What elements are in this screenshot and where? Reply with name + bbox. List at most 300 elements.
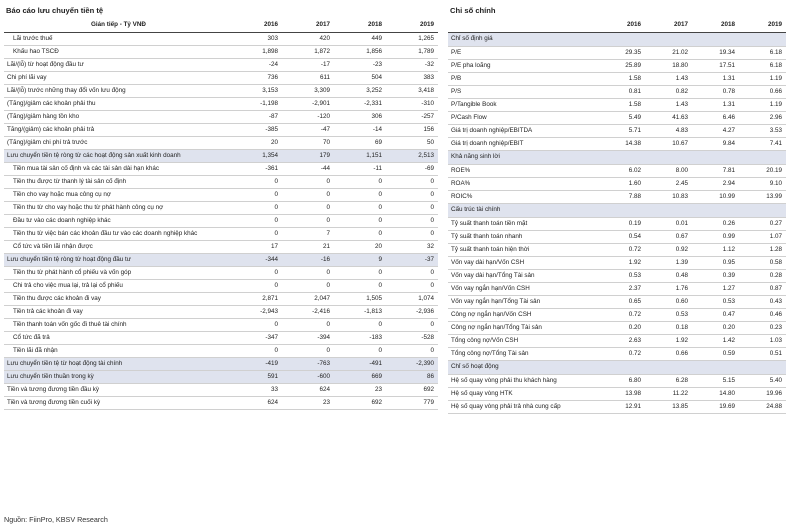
ratios-cell-2018 — [692, 32, 739, 46]
ratios-cell-2017: 1.76 — [645, 282, 692, 295]
ratios-cell-2017: 1.43 — [645, 98, 692, 111]
cashflow-cell-2016: -87 — [230, 110, 282, 123]
cashflow-cell-2017: 1,872 — [282, 45, 334, 58]
cashflow-cell-2017: 3,309 — [282, 84, 334, 97]
ratios-cell-2016: 0.81 — [598, 85, 645, 98]
ratios-cell-2017: 13.85 — [645, 400, 692, 413]
cashflow-cell-2017: 611 — [282, 71, 334, 84]
ratios-cell-2018: 1.42 — [692, 334, 739, 347]
ratios-row-label: P/Tangible Book — [448, 98, 598, 111]
ratios-row — [448, 400, 786, 413]
ratios-cell-2018: 1.31 — [692, 72, 739, 85]
ratios-header-2018: 2018 — [692, 18, 739, 32]
ratios-row — [448, 295, 786, 308]
ratios-cell-2019: 1.07 — [739, 230, 786, 243]
cashflow-cell-2018: -14 — [334, 123, 386, 136]
cashflow-row-label: Chi phí lãi vay — [4, 71, 230, 84]
cashflow-title: Báo cáo lưu chuyển tiền tệ — [6, 6, 104, 15]
ratios-cell-2017: 10.67 — [645, 137, 692, 150]
cashflow-cell-2019: 156 — [386, 123, 438, 136]
ratios-cell-2017 — [645, 32, 692, 46]
cashflow-row-label: Chi trả cho việc mua lại, trả lại cổ phiếu — [4, 279, 230, 292]
ratios-cell-2019: 19.96 — [739, 387, 786, 400]
cashflow-row — [4, 149, 438, 162]
cashflow-row-label: Tiền lãi đã nhận — [4, 344, 230, 357]
cashflow-cell-2019: -69 — [386, 162, 438, 175]
ratios-cell-2018: 5.15 — [692, 374, 739, 387]
ratios-row — [448, 190, 786, 203]
ratios-cell-2016: 0.72 — [598, 308, 645, 321]
ratios-cell-2016 — [598, 360, 645, 374]
ratios-cell-2016: 13.98 — [598, 387, 645, 400]
cashflow-row-label: Cổ tức đã trả — [4, 331, 230, 344]
ratios-section-row — [448, 360, 786, 374]
ratios-row — [448, 217, 786, 230]
ratios-cell-2016: 25.89 — [598, 59, 645, 72]
cashflow-cell-2017: -44 — [282, 162, 334, 175]
cashflow-cell-2019: 0 — [386, 188, 438, 201]
ratios-row-label: Chỉ số định giá — [448, 32, 598, 46]
cashflow-row — [4, 110, 438, 123]
ratios-cell-2018: 1.31 — [692, 98, 739, 111]
cashflow-row — [4, 84, 438, 97]
cashflow-row-label: Khấu hao TSCĐ — [4, 45, 230, 58]
cashflow-row-label: Lưu chuyển tiền tệ ròng từ các hoạt động sản xuất kinh doanh — [4, 149, 230, 162]
ratios-cell-2019: 5.40 — [739, 374, 786, 387]
cashflow-cell-2018: 0 — [334, 279, 386, 292]
cashflow-row — [4, 370, 438, 383]
ratios-row-label: Chỉ số hoạt động — [448, 360, 598, 374]
cashflow-cell-2018: -11 — [334, 162, 386, 175]
ratios-cell-2017 — [645, 203, 692, 217]
cashflow-row-label: Tiền thu từ cho vay hoặc thu từ phát hành công cụ nợ — [4, 201, 230, 214]
cashflow-row — [4, 279, 438, 292]
cashflow-row — [4, 58, 438, 71]
ratios-cell-2017: 0.67 — [645, 230, 692, 243]
cashflow-cell-2018: -1,813 — [334, 305, 386, 318]
cashflow-cell-2018: 0 — [334, 175, 386, 188]
ratios-cell-2018: 0.20 — [692, 321, 739, 334]
ratios-row — [448, 282, 786, 295]
ratios-row — [448, 59, 786, 72]
ratios-cell-2016 — [598, 150, 645, 164]
cashflow-cell-2019: 0 — [386, 266, 438, 279]
cashflow-cell-2019: -37 — [386, 253, 438, 266]
ratios-cell-2019: 7.41 — [739, 137, 786, 150]
cashflow-row-label: Lãi trước thuế — [4, 32, 230, 45]
ratios-cell-2016 — [598, 203, 645, 217]
ratios-cell-2018: 9.84 — [692, 137, 739, 150]
cashflow-row — [4, 383, 438, 396]
cashflow-cell-2018: 20 — [334, 240, 386, 253]
cashflow-cell-2018: 0 — [334, 188, 386, 201]
cashflow-cell-2019: 1,074 — [386, 292, 438, 305]
ratios-cell-2017: 1.39 — [645, 256, 692, 269]
cashflow-cell-2016: -361 — [230, 162, 282, 175]
ratios-cell-2018: 2.94 — [692, 177, 739, 190]
ratios-cell-2017: 2.45 — [645, 177, 692, 190]
cashflow-cell-2018: 1,856 — [334, 45, 386, 58]
ratios-row-label: ROA% — [448, 177, 598, 190]
ratios-cell-2017 — [645, 150, 692, 164]
cashflow-cell-2017: 0 — [282, 279, 334, 292]
cashflow-cell-2018: 0 — [334, 266, 386, 279]
cashflow-cell-2016: 1,898 — [230, 45, 282, 58]
ratios-row — [448, 85, 786, 98]
ratios-cell-2017: 0.01 — [645, 217, 692, 230]
cashflow-cell-2016: 20 — [230, 136, 282, 149]
cashflow-cell-2018: 0 — [334, 227, 386, 240]
cashflow-row — [4, 253, 438, 266]
ratios-cell-2016: 1.92 — [598, 256, 645, 269]
ratios-cell-2019: 0.46 — [739, 308, 786, 321]
ratios-cell-2017: 0.92 — [645, 243, 692, 256]
cashflow-cell-2017: -2,901 — [282, 97, 334, 110]
ratios-cell-2019: 1.19 — [739, 72, 786, 85]
ratios-row — [448, 334, 786, 347]
ratios-cell-2016: 1.60 — [598, 177, 645, 190]
ratios-row-label: Tổng công nợ/Tổng Tài sản — [448, 347, 598, 360]
ratios-cell-2019 — [739, 32, 786, 46]
cashflow-cell-2019: 383 — [386, 71, 438, 84]
ratios-row — [448, 308, 786, 321]
cashflow-cell-2017: 0 — [282, 188, 334, 201]
ratios-row — [448, 269, 786, 282]
ratios-row-label: Vốn vay dài hạn/Tổng Tài sản — [448, 269, 598, 282]
cashflow-row-label: Đầu tư vào các doanh nghiệp khác — [4, 214, 230, 227]
cashflow-row — [4, 331, 438, 344]
ratios-row-label: Công nợ ngắn hạn/Tổng Tài sản — [448, 321, 598, 334]
ratios-cell-2017: 8.00 — [645, 164, 692, 177]
cashflow-cell-2019: 692 — [386, 383, 438, 396]
ratios-cell-2016: 0.72 — [598, 243, 645, 256]
cashflow-cell-2018: 504 — [334, 71, 386, 84]
ratios-cell-2016: 0.54 — [598, 230, 645, 243]
cashflow-cell-2017: 0 — [282, 266, 334, 279]
ratios-row — [448, 387, 786, 400]
cashflow-row — [4, 188, 438, 201]
cashflow-row-label: Tiền thu từ phát hành cổ phiếu và vốn góp — [4, 266, 230, 279]
ratios-cell-2018: 0.47 — [692, 308, 739, 321]
ratios-cell-2016: 6.02 — [598, 164, 645, 177]
cashflow-cell-2019: -310 — [386, 97, 438, 110]
ratios-row-label: P/S — [448, 85, 598, 98]
cashflow-row-label: Lãi/(lỗ) trước những thay đổi vốn lưu động — [4, 84, 230, 97]
ratios-cell-2019: 0.66 — [739, 85, 786, 98]
ratios-cell-2019: 0.27 — [739, 217, 786, 230]
ratios-cell-2016: 2.37 — [598, 282, 645, 295]
ratios-cell-2018: 1.27 — [692, 282, 739, 295]
ratios-cell-2016: 14.38 — [598, 137, 645, 150]
cashflow-cell-2016: 33 — [230, 383, 282, 396]
ratios-section-row — [448, 32, 786, 46]
cashflow-row — [4, 123, 438, 136]
ratios-cell-2017: 0.66 — [645, 347, 692, 360]
cashflow-cell-2017: -17 — [282, 58, 334, 71]
cashflow-row — [4, 396, 438, 409]
ratios-row-label: P/B — [448, 72, 598, 85]
ratios-cell-2019: 9.10 — [739, 177, 786, 190]
ratios-cell-2018: 6.46 — [692, 111, 739, 124]
ratios-row-label: P/Cash Flow — [448, 111, 598, 124]
ratios-cell-2019: 1.03 — [739, 334, 786, 347]
ratios-row — [448, 321, 786, 334]
ratios-cell-2017: 11.22 — [645, 387, 692, 400]
cashflow-cell-2018: -2,331 — [334, 97, 386, 110]
cashflow-cell-2017: -394 — [282, 331, 334, 344]
ratios-row-label: Vốn vay ngắn hạn/Vốn CSH — [448, 282, 598, 295]
cashflow-header-2019: 2019 — [386, 18, 438, 32]
ratios-cell-2016: 5.49 — [598, 111, 645, 124]
ratios-cell-2019: 0.51 — [739, 347, 786, 360]
cashflow-row-label: Tiền cho vay hoặc mua công cụ nợ — [4, 188, 230, 201]
ratios-cell-2016: 1.58 — [598, 98, 645, 111]
ratios-row-label: Giá trị doanh nghiệp/EBITDA — [448, 124, 598, 137]
cashflow-row-label: Cổ tức và tiền lãi nhận được — [4, 240, 230, 253]
cashflow-cell-2016: -2,943 — [230, 305, 282, 318]
ratios-cell-2019: 0.87 — [739, 282, 786, 295]
ratios-cell-2019: 6.18 — [739, 46, 786, 59]
cashflow-row-label: Lãi/(lỗ) từ hoạt động đầu tư — [4, 58, 230, 71]
cashflow-cell-2017: 7 — [282, 227, 334, 240]
ratios-cell-2019: 0.23 — [739, 321, 786, 334]
ratios-title: Chỉ số chính — [450, 6, 496, 15]
ratios-row-label: Giá trị doanh nghiệp/EBIT — [448, 137, 598, 150]
ratios-section-row — [448, 150, 786, 164]
cashflow-cell-2018: -23 — [334, 58, 386, 71]
cashflow-cell-2016: 3,153 — [230, 84, 282, 97]
ratios-cell-2017: 41.63 — [645, 111, 692, 124]
cashflow-row — [4, 97, 438, 110]
cashflow-row-label: Lưu chuyển tiền tệ ròng từ hoạt động đầu tư — [4, 253, 230, 266]
cashflow-cell-2019: 0 — [386, 175, 438, 188]
ratios-row-label: Tỷ suất thanh toán nhanh — [448, 230, 598, 243]
cashflow-cell-2018: 69 — [334, 136, 386, 149]
ratios-cell-2019: 0.58 — [739, 256, 786, 269]
cashflow-cell-2019: 50 — [386, 136, 438, 149]
ratios-cell-2016: 0.72 — [598, 347, 645, 360]
cashflow-cell-2016: 736 — [230, 71, 282, 84]
ratios-cell-2019 — [739, 150, 786, 164]
ratios-row — [448, 46, 786, 59]
ratios-header-label — [448, 18, 598, 32]
ratios-cell-2016: 7.88 — [598, 190, 645, 203]
cashflow-row — [4, 266, 438, 279]
cashflow-cell-2019: 1,265 — [386, 32, 438, 45]
ratios-cell-2017: 18.80 — [645, 59, 692, 72]
ratios-cell-2018: 0.26 — [692, 217, 739, 230]
cashflow-body — [4, 32, 438, 409]
cashflow-cell-2016: 624 — [230, 396, 282, 409]
ratios-row-label: Vốn vay dài hạn/Vốn CSH — [448, 256, 598, 269]
cashflow-cell-2018: 23 — [334, 383, 386, 396]
ratios-row — [448, 177, 786, 190]
cashflow-cell-2019: -2,936 — [386, 305, 438, 318]
cashflow-row — [4, 201, 438, 214]
ratios-row-label: P/E pha loãng — [448, 59, 598, 72]
ratios-cell-2019: 13.99 — [739, 190, 786, 203]
ratios-cell-2018: 19.69 — [692, 400, 739, 413]
cashflow-cell-2016: 0 — [230, 279, 282, 292]
ratios-cell-2016: 0.19 — [598, 217, 645, 230]
cashflow-cell-2016: -24 — [230, 58, 282, 71]
cashflow-cell-2019: 1,789 — [386, 45, 438, 58]
ratios-cell-2017: 0.48 — [645, 269, 692, 282]
ratios-cell-2016: 2.63 — [598, 334, 645, 347]
cashflow-row-label: (Tăng)/giảm hàng tồn kho — [4, 110, 230, 123]
ratios-cell-2016: 12.91 — [598, 400, 645, 413]
ratios-row-label: Hệ số quay vòng HTK — [448, 387, 598, 400]
cashflow-row — [4, 344, 438, 357]
ratios-row — [448, 111, 786, 124]
ratios-cell-2018: 14.80 — [692, 387, 739, 400]
cashflow-cell-2019: -528 — [386, 331, 438, 344]
cashflow-cell-2019: -2,390 — [386, 357, 438, 370]
cashflow-row-label: Tiền thu từ việc bán các khoản đầu tư vào các doanh nghiệp khác — [4, 227, 230, 240]
cashflow-cell-2018: 0 — [334, 201, 386, 214]
ratios-row-label: Tỷ suất thanh toán hiện thời — [448, 243, 598, 256]
ratios-cell-2017: 21.02 — [645, 46, 692, 59]
cashflow-cell-2016: 17 — [230, 240, 282, 253]
cashflow-cell-2017: 23 — [282, 396, 334, 409]
cashflow-cell-2019: 0 — [386, 279, 438, 292]
cashflow-cell-2018: 0 — [334, 318, 386, 331]
ratios-row — [448, 124, 786, 137]
ratios-cell-2016: 0.53 — [598, 269, 645, 282]
cashflow-cell-2019: 779 — [386, 396, 438, 409]
ratios-cell-2019: 20.19 — [739, 164, 786, 177]
cashflow-row-label: Tiền trả các khoản đi vay — [4, 305, 230, 318]
cashflow-cell-2016: 0 — [230, 318, 282, 331]
cashflow-row-label: Tiền thanh toán vốn gốc đi thuê tài chính — [4, 318, 230, 331]
cashflow-cell-2017: -47 — [282, 123, 334, 136]
ratios-cell-2018: 10.99 — [692, 190, 739, 203]
ratios-row-label: Vốn vay ngắn hạn/Tổng Tài sản — [448, 295, 598, 308]
cashflow-cell-2019: -257 — [386, 110, 438, 123]
cashflow-header-2018: 2018 — [334, 18, 386, 32]
cashflow-cell-2016: -347 — [230, 331, 282, 344]
cashflow-cell-2019: 0 — [386, 344, 438, 357]
cashflow-header-label: Gián tiếp - Tỷ VNĐ — [4, 18, 230, 32]
cashflow-table — [4, 18, 438, 410]
cashflow-cell-2016: 591 — [230, 370, 282, 383]
cashflow-header-2017: 2017 — [282, 18, 334, 32]
cashflow-cell-2016: 0 — [230, 188, 282, 201]
cashflow-cell-2018: 0 — [334, 344, 386, 357]
ratios-row-label: ROE% — [448, 164, 598, 177]
cashflow-cell-2019: 2,513 — [386, 149, 438, 162]
cashflow-cell-2016: 2,871 — [230, 292, 282, 305]
ratios-cell-2018 — [692, 150, 739, 164]
cashflow-cell-2017: 0 — [282, 318, 334, 331]
cashflow-cell-2017: -600 — [282, 370, 334, 383]
cashflow-cell-2016: 0 — [230, 344, 282, 357]
cashflow-cell-2016: -1,198 — [230, 97, 282, 110]
ratios-cell-2018 — [692, 203, 739, 217]
cashflow-row-label: Tiền và tương đương tiền cuối kỳ — [4, 396, 230, 409]
cashflow-cell-2016: -419 — [230, 357, 282, 370]
ratios-row-label: Khả năng sinh lời — [448, 150, 598, 164]
cashflow-cell-2017: -2,416 — [282, 305, 334, 318]
cashflow-header-row — [4, 18, 438, 32]
ratios-cell-2016: 6.80 — [598, 374, 645, 387]
cashflow-cell-2017: 2,047 — [282, 292, 334, 305]
ratios-table — [448, 18, 786, 414]
cashflow-header-2016: 2016 — [230, 18, 282, 32]
ratios-row-label: ROIC% — [448, 190, 598, 203]
ratios-row — [448, 230, 786, 243]
ratios-row — [448, 98, 786, 111]
ratios-cell-2017: 0.53 — [645, 308, 692, 321]
cashflow-row-label: (Tăng)/giảm các khoản phải thu — [4, 97, 230, 110]
ratios-cell-2019: 3.53 — [739, 124, 786, 137]
cashflow-row-label: Tăng/(giảm) các khoản phải trả — [4, 123, 230, 136]
cashflow-cell-2016: 0 — [230, 214, 282, 227]
ratios-cell-2016: 1.58 — [598, 72, 645, 85]
cashflow-row-label: Tiền thu được các khoản đi vay — [4, 292, 230, 305]
cashflow-cell-2016: 0 — [230, 175, 282, 188]
ratios-cell-2018: 0.78 — [692, 85, 739, 98]
cashflow-row — [4, 357, 438, 370]
cashflow-row — [4, 162, 438, 175]
cashflow-cell-2017: -16 — [282, 253, 334, 266]
ratios-row-label: Tỷ suất thanh toán tiền mặt — [448, 217, 598, 230]
ratios-cell-2018: 19.34 — [692, 46, 739, 59]
cashflow-cell-2019: 0 — [386, 318, 438, 331]
cashflow-cell-2018: 306 — [334, 110, 386, 123]
cashflow-cell-2016: 0 — [230, 266, 282, 279]
cashflow-row — [4, 175, 438, 188]
cashflow-row-label: Tiền thu được từ thanh lý tài sản cố định — [4, 175, 230, 188]
ratios-row — [448, 137, 786, 150]
ratios-cell-2016: 0.65 — [598, 295, 645, 308]
ratios-cell-2017: 1.43 — [645, 72, 692, 85]
cashflow-cell-2017: -763 — [282, 357, 334, 370]
ratios-cell-2018: 0.59 — [692, 347, 739, 360]
cashflow-cell-2019: 3,418 — [386, 84, 438, 97]
cashflow-cell-2017: 420 — [282, 32, 334, 45]
cashflow-cell-2018: 3,252 — [334, 84, 386, 97]
ratios-header-2019: 2019 — [739, 18, 786, 32]
cashflow-row-label: Tiền mua tài sản cố định và các tài sản dài hạn khác — [4, 162, 230, 175]
ratios-row-label: Hệ số quay vòng phải trả nhà cung cấp — [448, 400, 598, 413]
cashflow-cell-2016: 0 — [230, 227, 282, 240]
cashflow-cell-2017: 0 — [282, 344, 334, 357]
cashflow-cell-2018: 9 — [334, 253, 386, 266]
ratios-cell-2019: 0.28 — [739, 269, 786, 282]
cashflow-row — [4, 136, 438, 149]
ratios-cell-2019 — [739, 203, 786, 217]
cashflow-row — [4, 32, 438, 45]
cashflow-cell-2019: 0 — [386, 201, 438, 214]
ratios-cell-2016: 0.20 — [598, 321, 645, 334]
ratios-body — [448, 32, 786, 413]
ratios-cell-2019: 24.88 — [739, 400, 786, 413]
ratios-cell-2018: 0.99 — [692, 230, 739, 243]
ratios-row — [448, 347, 786, 360]
ratios-cell-2016: 29.35 — [598, 46, 645, 59]
cashflow-cell-2019: 32 — [386, 240, 438, 253]
ratios-cell-2018: 7.81 — [692, 164, 739, 177]
ratios-cell-2018: 17.51 — [692, 59, 739, 72]
cashflow-cell-2017: -120 — [282, 110, 334, 123]
ratios-cell-2017: 0.60 — [645, 295, 692, 308]
cashflow-cell-2018: 692 — [334, 396, 386, 409]
ratios-cell-2019: 1.28 — [739, 243, 786, 256]
cashflow-row-label: Tiền và tương đương tiền đầu kỳ — [4, 383, 230, 396]
ratios-cell-2018: 4.27 — [692, 124, 739, 137]
ratios-row — [448, 256, 786, 269]
